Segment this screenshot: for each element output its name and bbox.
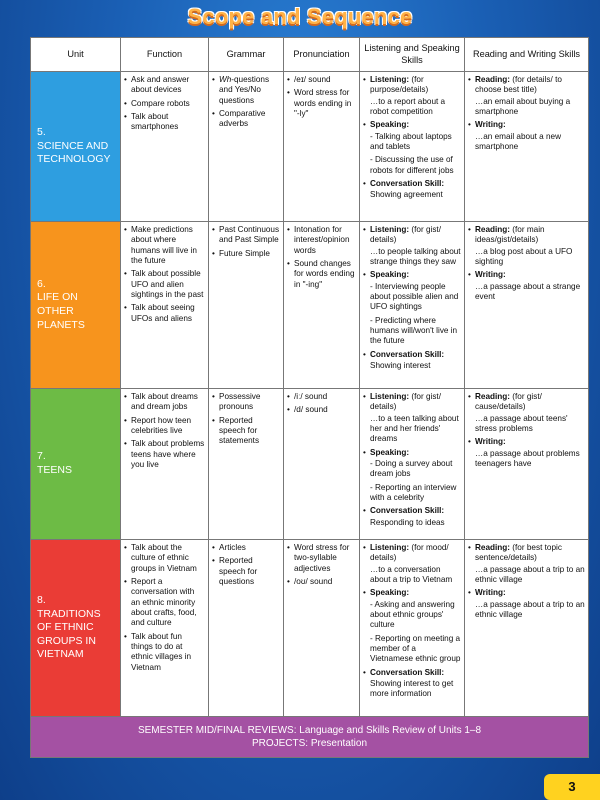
list-item: • Compare robots [124, 99, 205, 109]
skill-label: Writing: [475, 270, 506, 280]
list-item [363, 270, 461, 346]
reading-writing-cell-list [468, 75, 585, 152]
list-item: • /iː/ sound [287, 392, 356, 402]
skill-detail-line: …to people talking about strange things they saw [370, 246, 461, 266]
reading-writing-cell [465, 222, 589, 389]
unit-title-line: SCIENCE AND TECHNOLOGY [37, 139, 111, 166]
skill-detail-line: …a passage about a strange event [475, 281, 581, 301]
grammar-italic-term: Wh [219, 75, 232, 84]
skill-detail-line: …a passage about a trip to an ethnic village [475, 564, 585, 584]
header-pronunciation: Pronunciation [284, 38, 360, 72]
skill-detail-line: …a passage about problems teenagers have [475, 448, 580, 468]
function-cell [121, 540, 209, 717]
header-grammar: Grammar [209, 38, 284, 72]
review-cell [31, 717, 589, 758]
list-item [363, 120, 461, 176]
table-row [31, 222, 589, 389]
list-item: • /oʊ/ sound [287, 577, 356, 587]
list-item [468, 120, 585, 152]
skill-detail-line: - Asking and answering about ethnic groups' culture [370, 599, 455, 630]
pronunciation-cell [284, 222, 360, 389]
skill-label: Reading: [475, 75, 511, 84]
list-item: • Wh-questions and Yes/No questions [212, 75, 280, 106]
grammar-cell [209, 389, 284, 540]
grammar-cell-list [212, 225, 280, 259]
list-item: • Ask and answer about devices [124, 75, 205, 96]
list-item [363, 179, 461, 201]
list-item: • /d/ sound [287, 405, 356, 415]
skill-detail-line: - Reporting on meeting a member of a Vietnamese ethnic group [370, 633, 461, 664]
page-number: 3 [544, 774, 600, 800]
function-cell [121, 222, 209, 389]
table-header-row [31, 38, 589, 72]
pronunciation-cell-list [287, 543, 356, 587]
list-item [363, 588, 461, 664]
list-item: • Reading: (for main ideas/gist/details) …a blog post about a UFO sighting [468, 225, 585, 267]
skill-detail-line: …to a report about a robot competition [370, 96, 446, 116]
scope-sequence-table-container [30, 37, 588, 758]
reading-writing-cell [465, 72, 589, 222]
list-item: • Listening: (for gist/ details) …to people talking about strange things they saw [363, 225, 461, 267]
skill-label: Conversation Skill: [370, 506, 445, 516]
list-item [468, 270, 585, 302]
unit-cell [31, 222, 121, 389]
list-item [363, 668, 461, 700]
skill-detail-line: Responding to ideas [370, 517, 445, 527]
listening-speaking-cell [360, 72, 465, 222]
skill-label: Listening: [370, 392, 410, 401]
unit-cell [31, 72, 121, 222]
review-row [31, 717, 589, 758]
table-row [31, 72, 589, 222]
skill-label: Reading: [475, 543, 511, 552]
review-line: SEMESTER MID/FINAL REVIEWS: Language and Skills Review of Units 1–8 [137, 725, 482, 736]
skill-detail-line: - Reporting an interview with a celebrity [370, 482, 457, 502]
list-item: • Comparative adverbs [212, 109, 280, 130]
skill-detail-line: …a passage about a trip to an ethnic village [475, 599, 585, 619]
list-item: • Reported speech for statements [212, 416, 280, 447]
grammar-cell-list [212, 543, 280, 587]
unit-title-line: LIFE ON OTHER PLANETS [37, 291, 85, 331]
header-function: Function [121, 38, 209, 72]
list-item: • Talk about dreams and dream jobs [124, 392, 205, 413]
grammar-cell-list [212, 392, 280, 447]
list-item: • Articles [212, 543, 280, 553]
skill-detail-line: Showing interest to get more information [370, 678, 454, 699]
function-cell-list [124, 225, 205, 324]
skill-label: Conversation Skill: [370, 349, 445, 359]
list-item: • Listening: (for purpose/details) …to a report about a robot competition [363, 75, 461, 117]
list-item: • Talk about fun things to do at ethnic villages in Vietnam [124, 632, 205, 673]
function-cell-list [124, 543, 205, 673]
listening-speaking-cell-list [363, 392, 461, 528]
list-item: • Talk about the culture of ethnic groups in Vietnam [124, 543, 205, 574]
unit-cell [31, 540, 121, 717]
page-title: Scope and Sequence [187, 4, 413, 29]
unit-title-line: 8. [37, 593, 46, 606]
header-unit: Unit [31, 38, 121, 72]
list-item [363, 506, 461, 528]
skill-label: Listening: [370, 225, 410, 234]
pronunciation-cell [284, 389, 360, 540]
skill-detail-line: …a blog post about a UFO sighting [475, 246, 573, 266]
function-cell-list [124, 392, 205, 470]
listening-speaking-cell-list [363, 225, 461, 371]
list-item: • Word stress for words ending in "-ly" [287, 88, 356, 119]
skill-detail-line: - Discussing the use of robots for different jobs [370, 155, 454, 175]
skill-label: Speaking: [370, 588, 410, 598]
unit-title-line: 6. [37, 277, 46, 290]
skill-label: Speaking: [370, 270, 410, 280]
reading-writing-cell-list [468, 392, 585, 469]
skill-detail-line: - Talking about laptops and tablets [370, 131, 452, 151]
list-item: • Intonation for interest/opinion words [287, 225, 356, 256]
header-reading-writing: Reading and Writing Skills [465, 38, 589, 72]
grammar-cell-list [212, 75, 280, 130]
pronunciation-cell-list [287, 225, 356, 290]
list-item: • Talk about smartphones [124, 112, 205, 133]
list-item: • Reading: (for gist/ cause/details) …a passage about teens' stress problems [468, 392, 585, 434]
skill-label: Writing: [475, 120, 506, 130]
list-item: • Talk about seeing UFOs and aliens [124, 303, 205, 324]
reading-writing-cell-list [468, 225, 585, 302]
listening-speaking-cell-list [363, 543, 461, 700]
skill-label: Writing: [475, 588, 506, 598]
list-item: • Word stress for two-syllable adjectives [287, 543, 356, 574]
pronunciation-cell [284, 72, 360, 222]
grammar-cell [209, 222, 284, 389]
unit-title-line: TEENS [37, 464, 73, 476]
scope-sequence-table [30, 37, 589, 758]
skill-detail-line: …to a conversation about a trip to Vietnam [370, 564, 453, 584]
pronunciation-cell-list [287, 392, 356, 416]
unit-title-line: 5. [37, 126, 46, 139]
list-item [468, 588, 585, 620]
skill-detail-line: - Doing a survey about dream jobs [370, 458, 453, 479]
list-item: • Make predictions about where humans will live in the future [124, 225, 205, 266]
function-cell-list [124, 75, 205, 133]
reading-writing-cell [465, 540, 589, 717]
reading-writing-cell-list [468, 543, 585, 620]
listening-speaking-cell [360, 540, 465, 717]
table-row [31, 540, 589, 717]
list-item: • Sound changes for words ending in "-ing" [287, 259, 356, 290]
skill-label: Reading: [475, 392, 511, 401]
list-item: • Past Continuous and Past Simple [212, 225, 280, 246]
reading-writing-cell [465, 389, 589, 540]
skill-label: Listening: [370, 543, 410, 552]
skill-detail-line: - Interviewing people about possible alien and UFO sightings [370, 281, 459, 312]
list-item: • Report how teen celebrities live [124, 416, 205, 437]
list-item: • Report a conversation with an ethnic minority about crafts, food, and culture [124, 577, 205, 629]
listening-speaking-cell-list [363, 75, 461, 201]
skill-detail-line: …to a teen talking about her and her friends' dreams [370, 413, 459, 444]
list-item: • Listening: (for gist/ details) …to a teen talking about her and her friends' dreams [363, 392, 461, 445]
header-listening-speaking: Listening and Speaking Skills [360, 38, 465, 72]
list-item: • Possessive pronouns [212, 392, 280, 413]
skill-detail-line: …a passage about teens' stress problems [475, 413, 568, 433]
skill-detail-line: - Predicting where humans will/won't live in the future [370, 315, 458, 346]
skill-label: Conversation Skill: [370, 178, 445, 188]
skill-detail-line: …an email about buying a smartphone [475, 96, 571, 116]
skill-detail-line: …an email about a new smartphone [475, 131, 562, 151]
skill-detail-line: Showing agreement [370, 190, 443, 200]
grammar-cell [209, 72, 284, 222]
list-item [363, 350, 461, 372]
function-cell [121, 72, 209, 222]
list-item: • Reading: (for details/ to choose best title) …an email about buying a smartphone [468, 75, 585, 117]
pronunciation-cell-list [287, 75, 356, 119]
skill-label: Speaking: [370, 120, 410, 130]
listening-speaking-cell [360, 222, 465, 389]
list-item: • Talk about possible UFO and alien sightings in the past [124, 269, 205, 300]
pronunciation-cell [284, 540, 360, 717]
list-item: • Future Simple [212, 249, 280, 259]
grammar-cell [209, 540, 284, 717]
unit-title-line: TRADITIONS OF ETHNIC GROUPS IN VIETNAM [37, 607, 101, 661]
list-item: • Reported speech for questions [212, 556, 280, 587]
list-item: • Listening: (for mood/ details) …to a conversation about a trip to Vietnam [363, 543, 461, 585]
skill-label: Writing: [475, 437, 506, 447]
skill-label: Speaking: [370, 447, 410, 457]
unit-cell [31, 389, 121, 540]
skill-label: Conversation Skill: [370, 667, 445, 677]
list-item: • /eɪ/ sound [287, 75, 356, 85]
projects-line: PROJECTS: Presentation [251, 738, 368, 749]
skill-label: Reading: [475, 225, 511, 234]
function-cell [121, 389, 209, 540]
listening-speaking-cell [360, 389, 465, 540]
skill-label: Listening: [370, 75, 410, 84]
list-item: • Talk about problems teens have where you live [124, 439, 205, 470]
table-row [31, 389, 589, 540]
unit-title-line: 7. [37, 450, 46, 463]
skill-detail-line: Showing interest [370, 360, 431, 370]
list-item [468, 437, 585, 469]
list-item [363, 448, 461, 504]
list-item: • Reading: (for best topic sentence/details) …a passage about a trip to an ethnic village [468, 543, 585, 585]
